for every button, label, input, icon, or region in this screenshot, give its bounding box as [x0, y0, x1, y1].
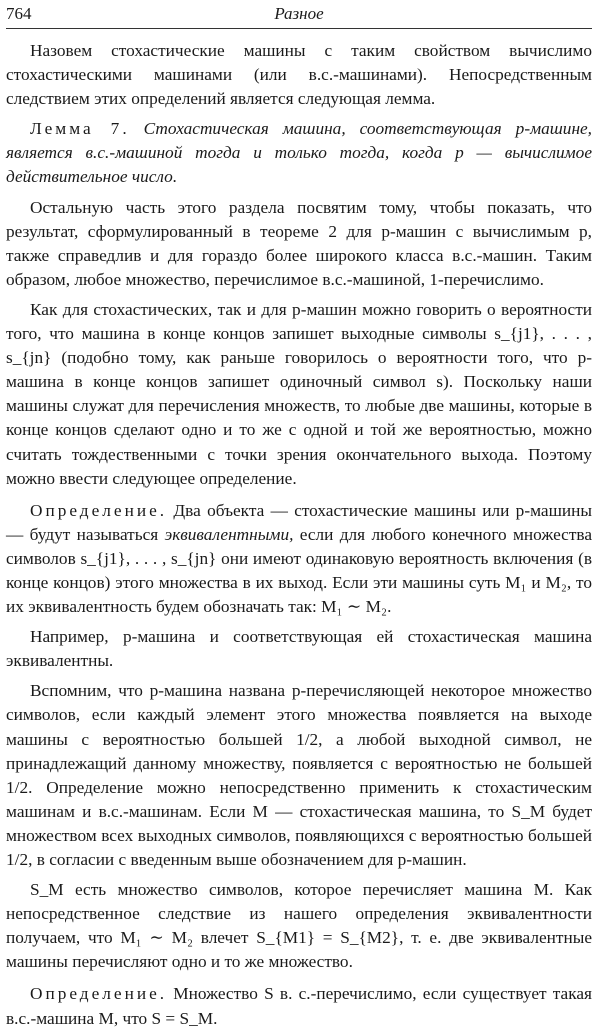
paragraph-p-enumeration: Вспомним, что p-машина названа p-перечисляющей некоторое множество символов, если каждый элемент этого множества появляется на выходе машины с вероятностью большей 1/2, а любой выходной символ, не принадлежащий данному множеству, появляется с вероятностью не большей 1/2. Определение можно непосредственно применить к стохастическим машинам и в.с.-машинам. Если M — стохастическая машина, то S_M будет множеством всех выходных символов, появляющихся с вероятностью большей 1/2, в согласии с введенным выше обозначением для p-машин.: [6, 681, 592, 869]
page-header: [6, 2, 592, 29]
definition-text-2: Множество S в. с.-перечислимо, если существует такая в.с.-машина M, что S = S_M.: [6, 984, 592, 1028]
lemma-label: Лемма 7.: [30, 119, 130, 139]
paragraph-example: Например, p-машина и соответствующая ей стохастическая машина эквивалентны.: [6, 627, 592, 671]
running-title: Разное: [274, 4, 324, 23]
page-number: 764: [6, 4, 32, 23]
paragraph-section-goal: Остальную часть этого раздела посвятим тому, чтобы показать, что результат, сформулированный в теореме 2 для p-машин с вычислимым p, также справедлив и для гораздо более широкого класса в.с.-машин. Таким образом, любое множество, перечислимое в.с.-машиной, 1-перечислимо.: [6, 197, 592, 289]
paragraph-probability-output: Как для стохастических, так и для p-машин можно говорить о вероятности того, что машина в конце концов запишет выходные символы s_{j1}, . . . , s_{jn} (подобно тому, как раньше говорилось о вероятности того, что p-машина в конце концов запишет одиночный символ s). Поскольку наши машины служат для перечисления множеств, то любые две машины, которые в конце концов сделают одно и то же с одной и той же вероятностью, можно считать тождественными с точки зрения окончательного выхода. Поэтому можно ввести следующее определение.: [6, 299, 592, 488]
definition-equivalence: [6, 499, 592, 619]
lemma-statement: Стохастическая машина, соответствующая p-машине, является в.с.-машиной тогда и только тогда, когда p — вычислимое действительное число.: [6, 119, 593, 187]
definition-text-end: если для любого конечного множества символов s_{j1}, . . . , s_{jn} они имеют одинаковую вероятность включения (в конце концов) этого множества в их выход. Если эти машины суть M₁ и M₂, то их эквивалентность будем обозначать так: M₁ ∼ M₂.: [6, 524, 592, 617]
definition-text-start: Два объекта — стохастические машины или p-машины — будут называться: [6, 500, 592, 544]
paragraph-sm-set: S_M есть множество символов, которое перечисляет машина M. Как непосредственное следствие из нашего определения эквивалентности получаем, что M₁ ∼ M₂ влечет S_{M1} = S_{M2}, т. е. две эквивалентные машины перечисляют одно и то же множество.: [6, 880, 592, 972]
paragraph-definition-vs-machines: Назовем стохастические машины с таким свойством вычислимо стохастическими машинами (или в.с.-машинами). Непосредственным следствием этих определений является следующая лемма.: [6, 41, 592, 109]
lemma-7: [6, 117, 592, 189]
definition-vs-enumerable: [6, 982, 592, 1030]
definition-label-2: Определение.: [30, 984, 168, 1004]
definition-term: эквивалентными,: [164, 524, 294, 544]
definition-label: Определение.: [30, 500, 168, 520]
page-body: [6, 39, 592, 1031]
